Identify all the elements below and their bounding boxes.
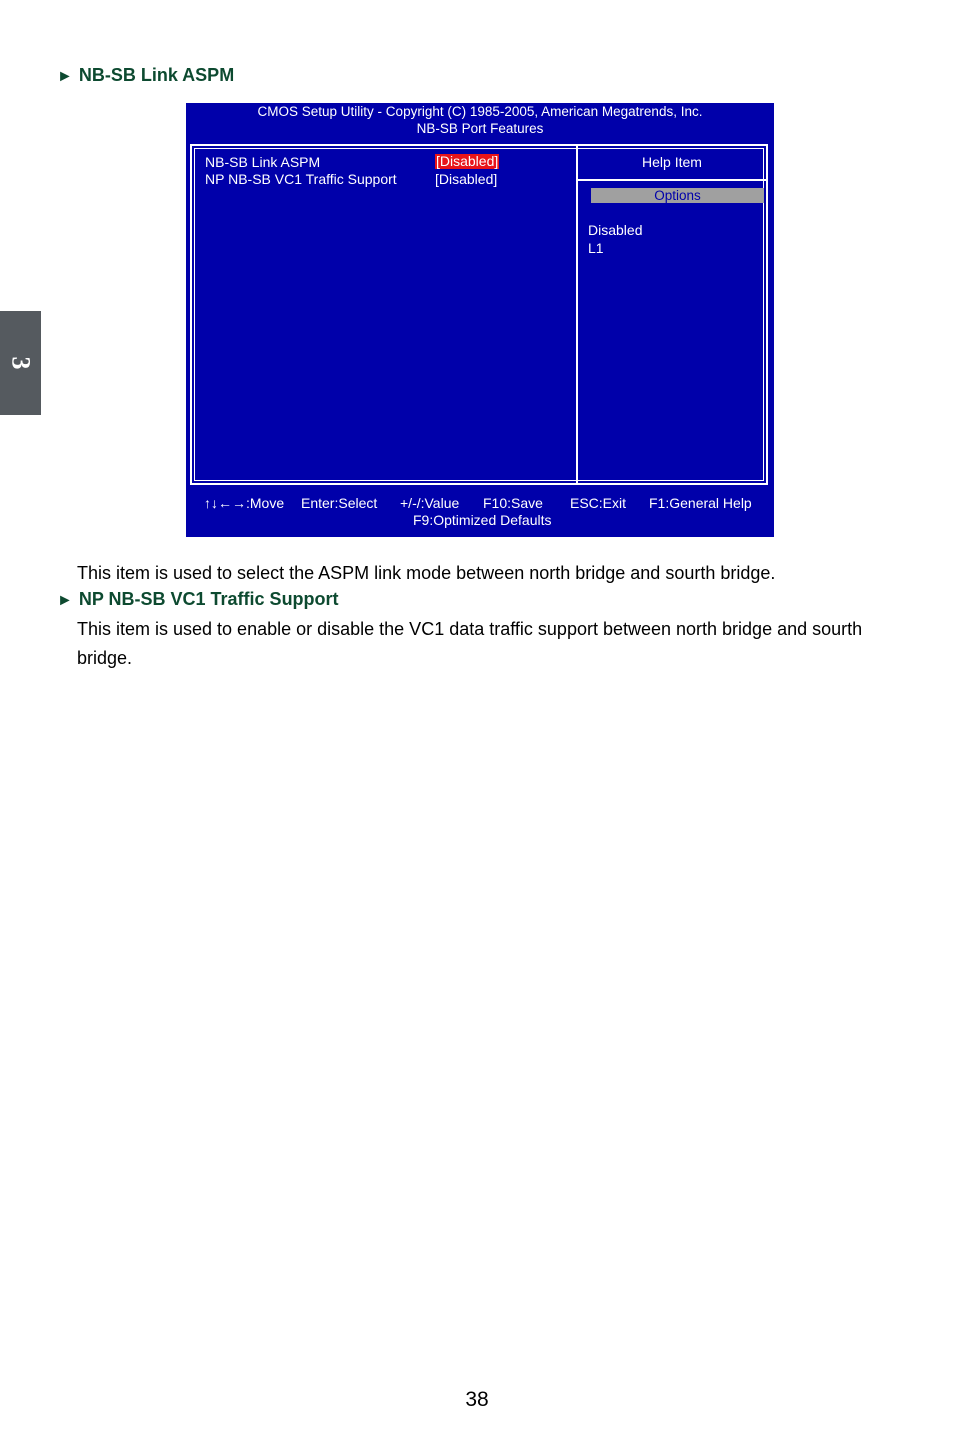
option-l1: L1: [588, 240, 604, 256]
triangle-bullet-icon: ►: [57, 592, 73, 609]
key-save: F10:Save: [483, 495, 543, 511]
chapter-tab: [0, 311, 41, 415]
section-heading-nb-sb-link-aspm: [57, 65, 234, 86]
help-title-underline: [578, 179, 766, 181]
bios-screen: [186, 103, 774, 537]
key-exit: ESC:Exit: [570, 495, 627, 511]
setting-value-nb-sb-link-aspm[interactable]: [Disabled]: [436, 153, 499, 169]
section-title: NB-SB Link ASPM: [78, 65, 235, 85]
section-heading-vc1-traffic-support: [57, 589, 339, 610]
key-value: +/-/:Value: [400, 495, 460, 511]
setting-label-vc1-traffic-support[interactable]: NP NB-SB VC1 Traffic Support: [205, 171, 397, 187]
key-optimized-defaults: F9:Optimized Defaults: [413, 512, 552, 528]
setting-value-vc1-traffic-support[interactable]: [Disabled]: [435, 171, 498, 187]
key-general-help: F1:General Help: [649, 495, 752, 511]
chapter-number: 3: [6, 356, 36, 370]
bios-main-frame: [190, 144, 768, 485]
bios-copyright: CMOS Setup Utility - Copyright (C) 1985-2005, American Megatrends, Inc.: [257, 104, 703, 119]
triangle-bullet-icon: ►: [57, 68, 73, 85]
key-move: ↑↓←→:Move: [204, 495, 285, 511]
section-title: NP NB-SB VC1 Traffic Support: [78, 589, 339, 609]
section1-description: This item is used to select the ASPM link mode between north bridge and sourth bridge.: [77, 563, 776, 583]
section2-description: This item is used to enable or disable the VC1 data traffic support between north bridge and sourth bridge.: [77, 619, 863, 668]
help-item-title: Help Item: [642, 154, 702, 170]
setting-label-nb-sb-link-aspm[interactable]: NB-SB Link ASPM: [205, 154, 321, 170]
key-select: Enter:Select: [301, 495, 378, 511]
options-header: Options: [591, 188, 764, 203]
option-disabled: Disabled: [588, 222, 643, 238]
bios-page-title: NB-SB Port Features: [416, 121, 544, 136]
page-number: 38: [465, 1388, 489, 1411]
bios-column-divider: [576, 146, 578, 483]
